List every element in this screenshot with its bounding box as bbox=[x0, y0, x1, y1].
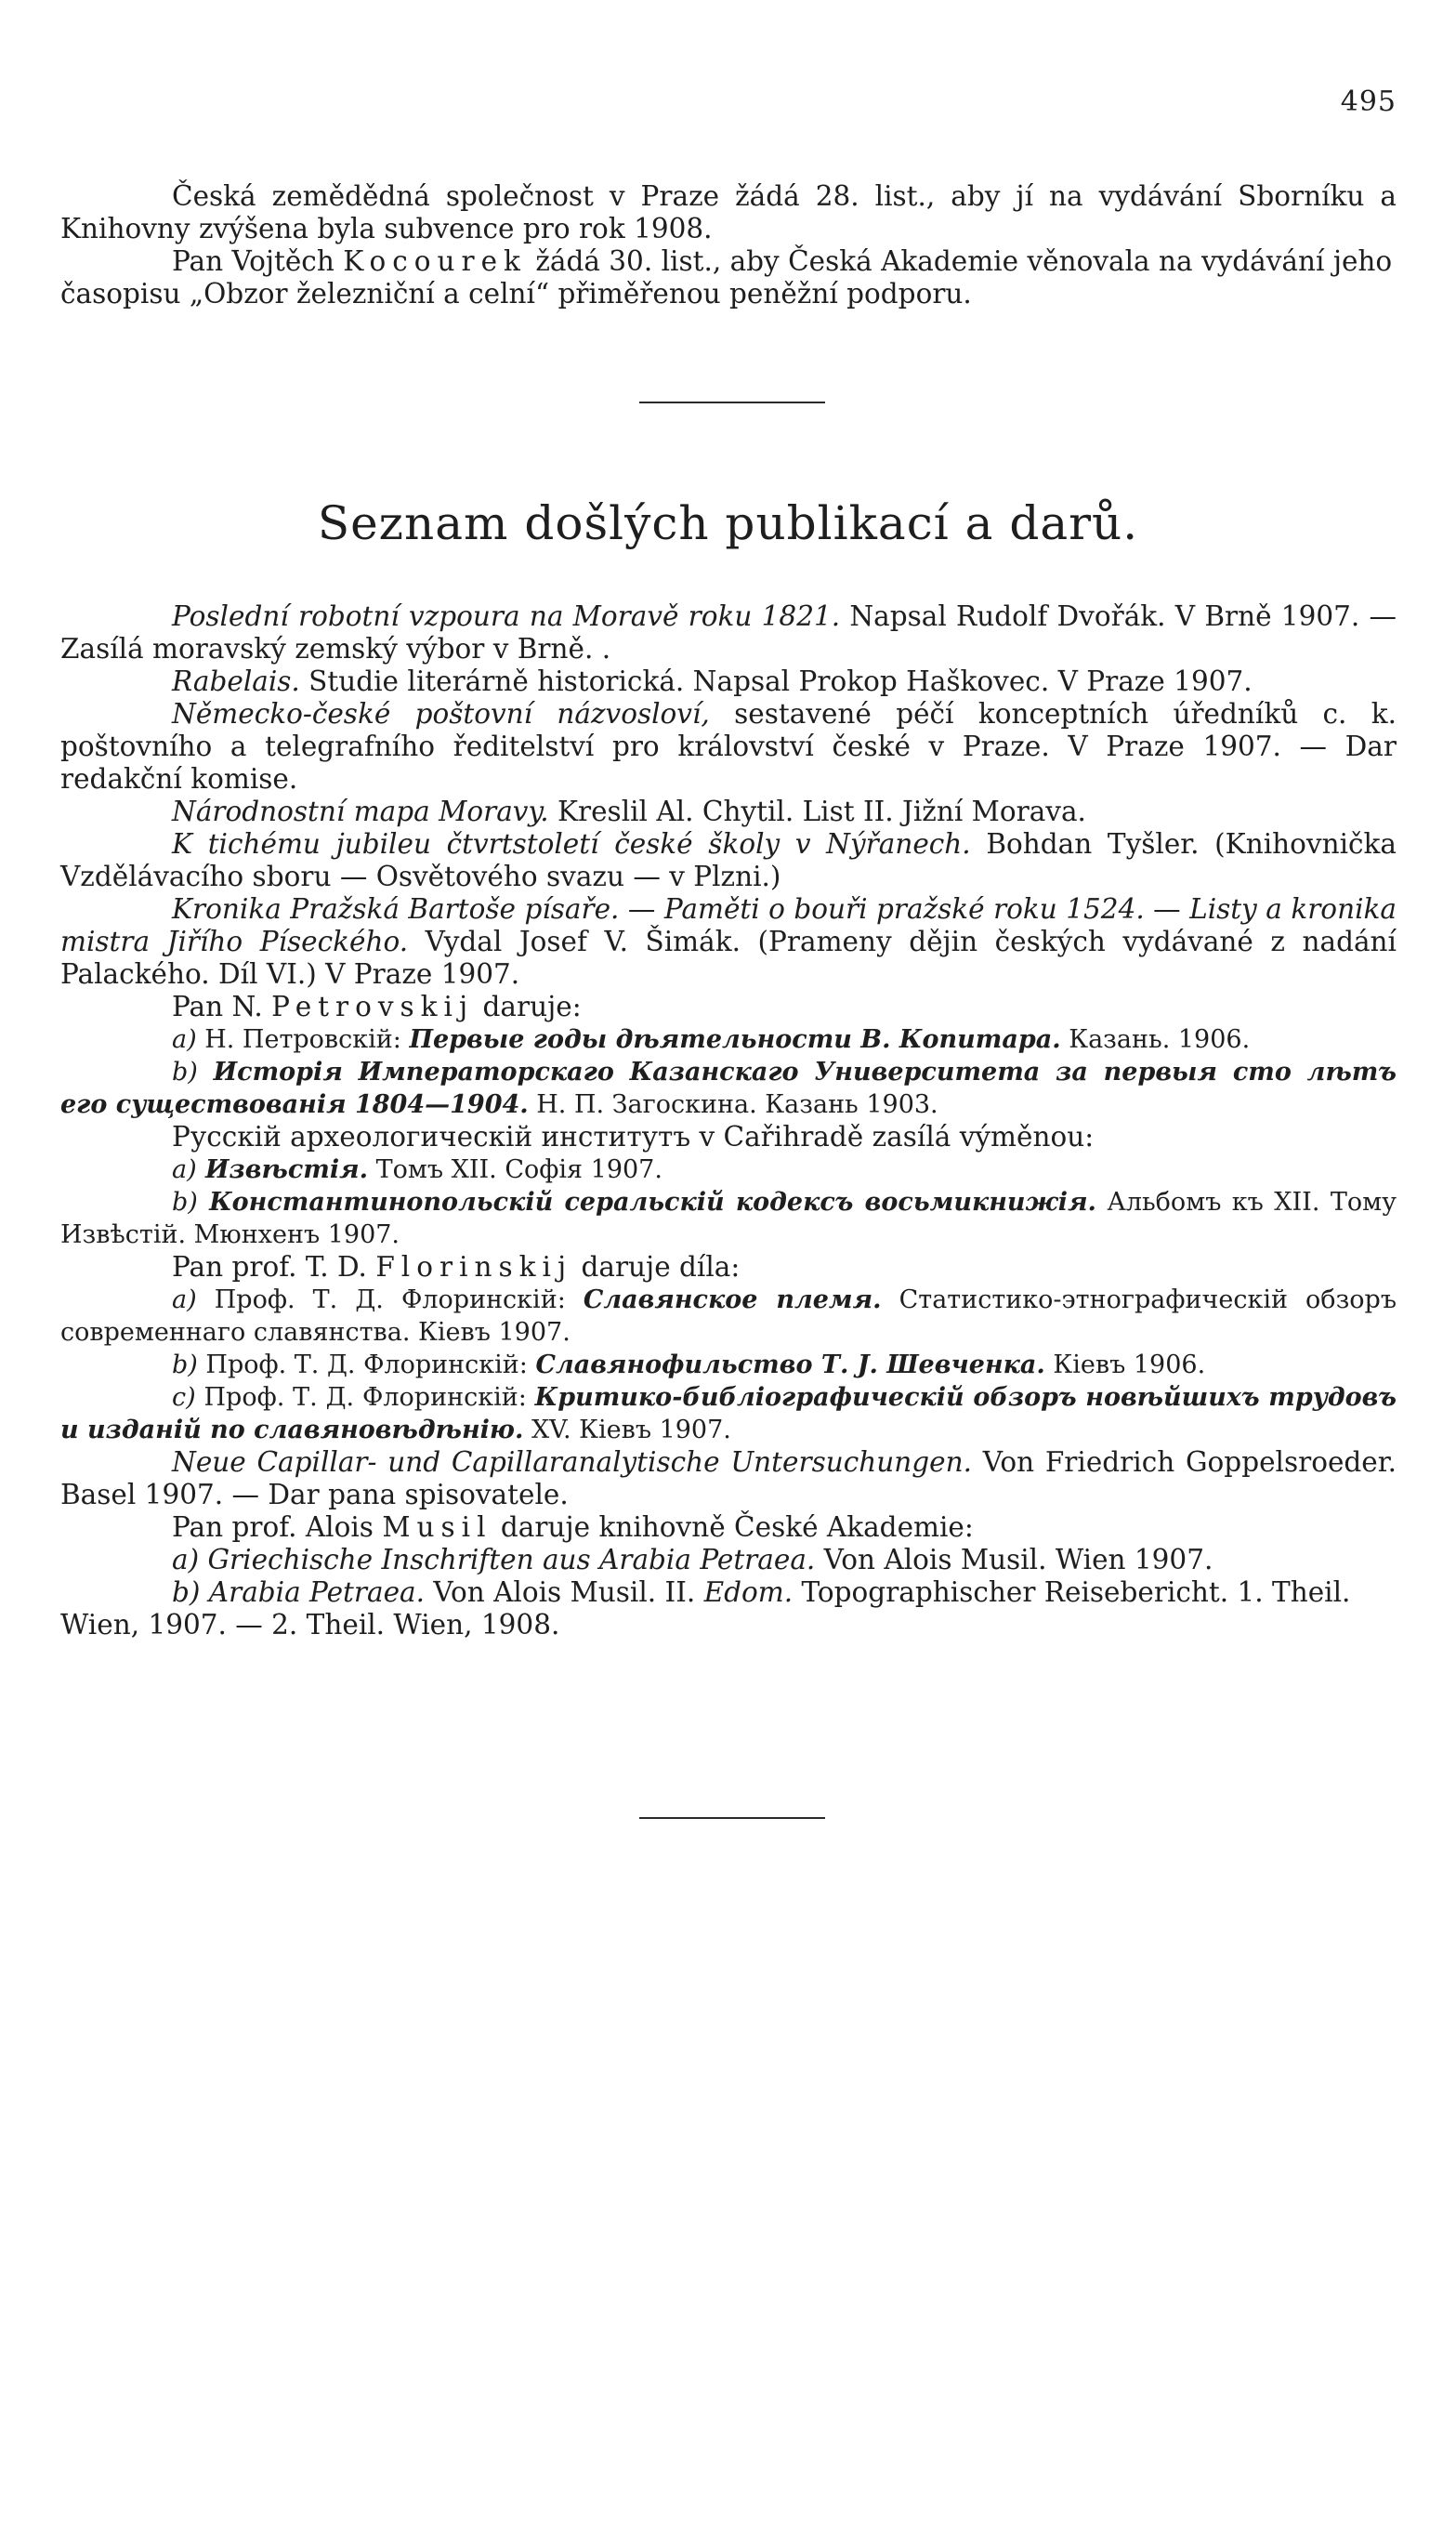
entry-rabelais: Rabelais. Studie literárně historická. Napsal Prokop Haškovec. V Praze 1907. bbox=[172, 665, 1253, 697]
entry-florinskij-c: c) Проф. Т. Д. Флоринскій: Критико-библіографическій обзоръ новѣйшихъ трудовъ и изданій по славяновѣдѣнію. XV. Кіевъ 1907. bbox=[60, 1383, 1397, 1444]
donor-florinskij: Pan prof. T. D. Florinskij daruje díla: bbox=[172, 1251, 741, 1283]
intro-paragraph-1: Česká zemědědná společnost v Praze žádá 28. list., aby jí na vydávání Sborníku a Knihovny zvýšena byla subvence pro rok 1908. bbox=[60, 180, 1397, 244]
donor-petrovskij: Pan N. Petrovskij daruje: bbox=[172, 991, 582, 1022]
entry-musil-a: a) Griechische Inschriften aus Arabia Petraea. Von Alois Musil. Wien 1907. bbox=[172, 1544, 1213, 1575]
entry-kronika-prazska: Kronika Pražská Bartoše písaře. — Paměti o bouři pražské roku 1524. — Listy a kronika mistra Jiřího Píseckého. Vydal Josef V. Šimák. (Prameny dějin českých vydávané z nadání Palackého. Díl VI.) V Praze 1907. bbox=[60, 893, 1397, 990]
divider-bottom bbox=[639, 1817, 825, 1819]
entry-florinskij-b: b) Проф. Т. Д. Флоринскій: Славянофильство Т. Ј. Шевченка. Кіевъ 1906. bbox=[172, 1351, 1206, 1379]
donor-musil: Pan prof. Alois Musil daruje knihovně České Akademie: bbox=[172, 1511, 974, 1543]
entry-postovni-nazvoslovi: Německo-české poštovní názvosloví, sestavené péčí konceptních úředníků c. k. poštovního a telegrafního ředitelství pro království české v Praze. V Praze 1907. — Dar redakční komise. bbox=[60, 698, 1397, 795]
person-name-kocourek: Kocourek bbox=[343, 245, 527, 277]
entry-tichemu-jubileu: K tichému jubileu čtvrtstoletí české školy v Nýřanech. Bohdan Tyšler. (Knihovnička Vzdělávacího sboru — Osvětového svazu — v Plzni.) bbox=[60, 828, 1397, 892]
divider-top bbox=[639, 402, 825, 403]
entry-petrovskij-b: b) Исторія Императорскаго Казанскаго Университета за первыя сто лѣтъ его существованія 1804—1904. Н. П. Загоскина. Казань 1903. bbox=[60, 1058, 1397, 1119]
section-heading: Seznam došlých publikací a darů. bbox=[317, 496, 1139, 550]
intro-paragraph-2: Pan Vojtěch Kocourek žádá 30. list., aby Česká Akademie věnovala na vydávání jeho časopisu „Obzor železniční a celní“ přiměřenou peněžní podporu. bbox=[60, 245, 1393, 310]
page-number: 495 bbox=[1340, 86, 1397, 118]
entry-institute-b: b) Константинопольскій серальскій кодексъ восьмикнижія. Альбомъ къ XII. Тому Извѣстій. Мюнхенъ 1907. bbox=[60, 1188, 1397, 1249]
entry-petrovskij-a: a) Н. Петровскій: Первые годы дѣятельности В. Копитара. Казань. 1906. bbox=[172, 1025, 1251, 1054]
publication-list bbox=[60, 600, 1397, 1641]
entry-robotni-vzpoura: Poslední robotní vzpoura na Moravě roku 1821. Napsal Rudolf Dvořák. V Brně 1907. — Zasílá moravský zemský výbor v Brně. . bbox=[60, 600, 1397, 665]
entry-institute-a: a) Извѣстія. Томъ XII. Софія 1907. bbox=[172, 1155, 662, 1184]
entry-capillar: Neue Capillar- und Capillaranalytische Untersuchungen. Von Friedrich Goppelsroeder. Basel 1907. — Dar pana spisovatele. bbox=[60, 1446, 1397, 1510]
entry-florinskij-a: a) Проф. Т. Д. Флоринскій: Славянское племя. Статистико-этнографическій обзоръ современнаго славянства. Кіевъ 1907. bbox=[60, 1285, 1397, 1347]
intro-block bbox=[60, 180, 1397, 310]
donor-russian-institute: Русскій археологическій институтъ v Cařihradě zasílá výměnou: bbox=[172, 1121, 1095, 1153]
entry-musil-b: b) Arabia Petraea. Von Alois Musil. II. Edom. Topographischer Reisebericht. 1. Theil. Wien, 1907. — 2. Theil. Wien, 1908. bbox=[60, 1576, 1351, 1640]
entry-narodnostni-mapa: Národnostní mapa Moravy. Kreslil Al. Chytil. List II. Jižní Morava. bbox=[172, 796, 1086, 827]
